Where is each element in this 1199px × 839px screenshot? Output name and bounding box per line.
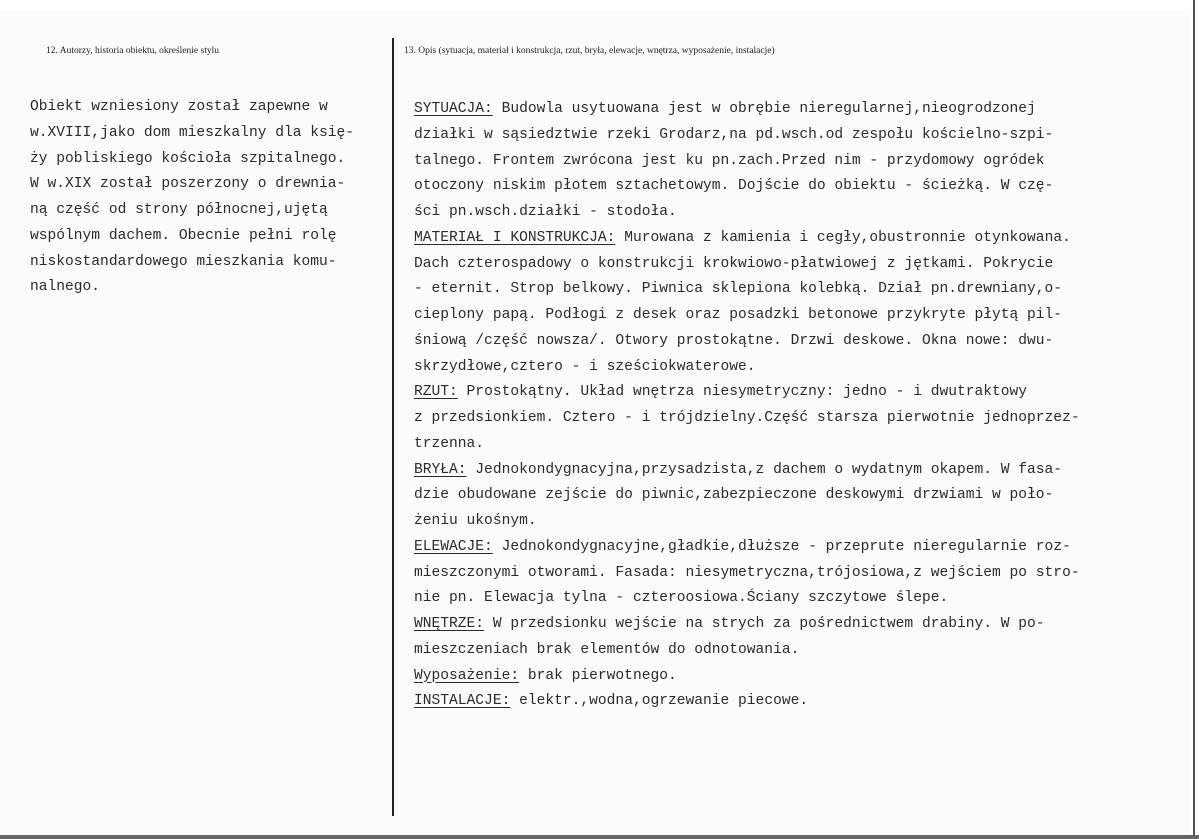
section-13-header: 13. Opis (sytuacja, materiał i konstrukcja, rzut, bryła, elewacje, wnętrza, wyposażenie, instalacje) (404, 46, 775, 56)
description-line (414, 483, 1184, 509)
history-line: ną część od strony północnej,ujętą (30, 202, 328, 218)
history-line: nalnego. (30, 279, 101, 296)
description-line (414, 432, 1184, 458)
description-text-block (414, 97, 1184, 715)
description-text: Jednokondygnacyjna,przysadzista,z dachem o wydatnym okapem. W fasa- (466, 461, 1063, 478)
history-line: wspólnym dachem. Obecnie pełni rolę (30, 227, 337, 244)
description-line (414, 329, 1184, 355)
description-line (414, 226, 1184, 252)
description-line (414, 535, 1184, 561)
scan-bottom-edge (0, 835, 1199, 839)
description-text: Prostokątny. Układ wnętrza niesymetryczny: jedno - i dwutraktowy (457, 384, 1028, 401)
description-text: Jednokondygnacyjne,gładkie,dłuższe - przeprute nieregularnie roz- (492, 538, 1071, 555)
description-text: żeniu ukośnym. (414, 513, 537, 529)
description-text: W przedsionku wejście na strych za pośrednictwem drabiny. W po- (484, 616, 1045, 632)
section-12-header: 12. Autorzy, historia obiektu, określenie stylu (46, 46, 219, 56)
section-keyword: SYTUACJA: (414, 101, 493, 117)
history-line: w.XVIII,jako dom mieszkalny dla księ- (30, 124, 355, 141)
description-line (414, 561, 1184, 587)
description-line (414, 586, 1184, 612)
description-text: nie pn. Elewacja tylna - czteroosiowa.Ściany szczytowe ślepe. (414, 590, 949, 607)
section-keyword: WNĘTRZE: (414, 616, 485, 632)
description-line (414, 458, 1184, 484)
description-line (414, 252, 1184, 278)
description-text: mieszczonymi otworami. Fasada: niesymetryczna,trójosiowa,z wejściem po stro- (414, 564, 1080, 581)
column-divider (392, 38, 394, 816)
description-line (414, 355, 1184, 381)
description-text: elektr.,wodna,ogrzewanie piecowe. (510, 693, 809, 710)
description-line (414, 380, 1184, 406)
description-text: Murowana z kamienia i cegły,obustronnie otynkowana. (615, 229, 1071, 246)
description-text: mieszczeniach brak elementów do odnotowania. (414, 641, 800, 658)
description-line (414, 174, 1184, 200)
description-line (414, 689, 1184, 715)
section-keyword: BRYŁA: (414, 461, 467, 478)
description-text: z przedsionkiem. Cztero - i trójdzielny.Część starsza pierwotnie jednoprzez- (414, 410, 1080, 426)
description-text: trzenna. (414, 435, 485, 452)
description-line (414, 638, 1184, 664)
description-text: skrzydłowe,cztero - i sześciokwaterowe. (414, 358, 756, 375)
description-text: Dach czterospadowy o konstrukcji krokwiowo-płatwiowej z jętkami. Pokrycie (414, 255, 1054, 272)
description-line (414, 303, 1184, 329)
description-text: - eternit. Strop belkowy. Piwnica sklepiona kolebką. Dział pn.drewniany,o- (414, 281, 1063, 298)
description-line (414, 97, 1184, 123)
description-text: Budowla usytuowana jest w obrębie nieregularnej,nieogrodzonej (492, 101, 1036, 117)
description-text: dzie obudowane zejście do piwnic,zabezpieczone deskowymi drzwiami w poło- (414, 487, 1054, 504)
description-line (414, 123, 1184, 149)
history-text-block (30, 95, 386, 301)
description-text: działki w sąsiedztwie rzeki Grodarz,na pd.wsch.od zespołu kościelno-szpi- (414, 126, 1054, 143)
description-text: cieplony papą. Podłogi z desek oraz posadzki betonowe przykryte płytą pil- (414, 307, 1063, 323)
section-keyword: INSTALACJE: (414, 693, 511, 710)
description-text: śniową /część nowsza/. Otwory prostokątne. Drzwi deskowe. Okna nowe: dwu- (414, 332, 1054, 349)
section-keyword: Wyposażenie: (414, 667, 520, 684)
section-keyword: MATERIAŁ I KONSTRUKCJA: (414, 229, 616, 246)
history-line: W w.XIX został poszerzony o drewnia- (30, 176, 346, 193)
scan-top-margin (0, 0, 1199, 10)
description-line (414, 406, 1184, 432)
history-line: ży pobliskiego kościoła szpitalnego. (30, 150, 346, 167)
description-line (414, 200, 1184, 226)
history-line: niskostandardowego mieszkania komu- (30, 253, 337, 270)
section-keyword: RZUT: (414, 384, 458, 401)
section-keyword: ELEWACJE: (414, 538, 493, 555)
description-line (414, 509, 1184, 535)
history-line: Obiekt wzniesiony został zapewne w (30, 99, 328, 115)
description-line (414, 612, 1184, 638)
scan-right-edge (1191, 0, 1199, 839)
description-text: talnego. Frontem zwrócona jest ku pn.zach.Przed nim - przydomowy ogródek (414, 152, 1045, 169)
description-text: brak pierwotnego. (519, 667, 677, 684)
description-line (414, 149, 1184, 175)
description-text: otoczony niskim płotem sztachetowym. Dojście do obiektu - ścieżką. W czę- (414, 178, 1054, 195)
description-text: ści pn.wsch.działki - stodoła. (414, 204, 677, 220)
description-line (414, 664, 1184, 690)
description-line (414, 277, 1184, 303)
